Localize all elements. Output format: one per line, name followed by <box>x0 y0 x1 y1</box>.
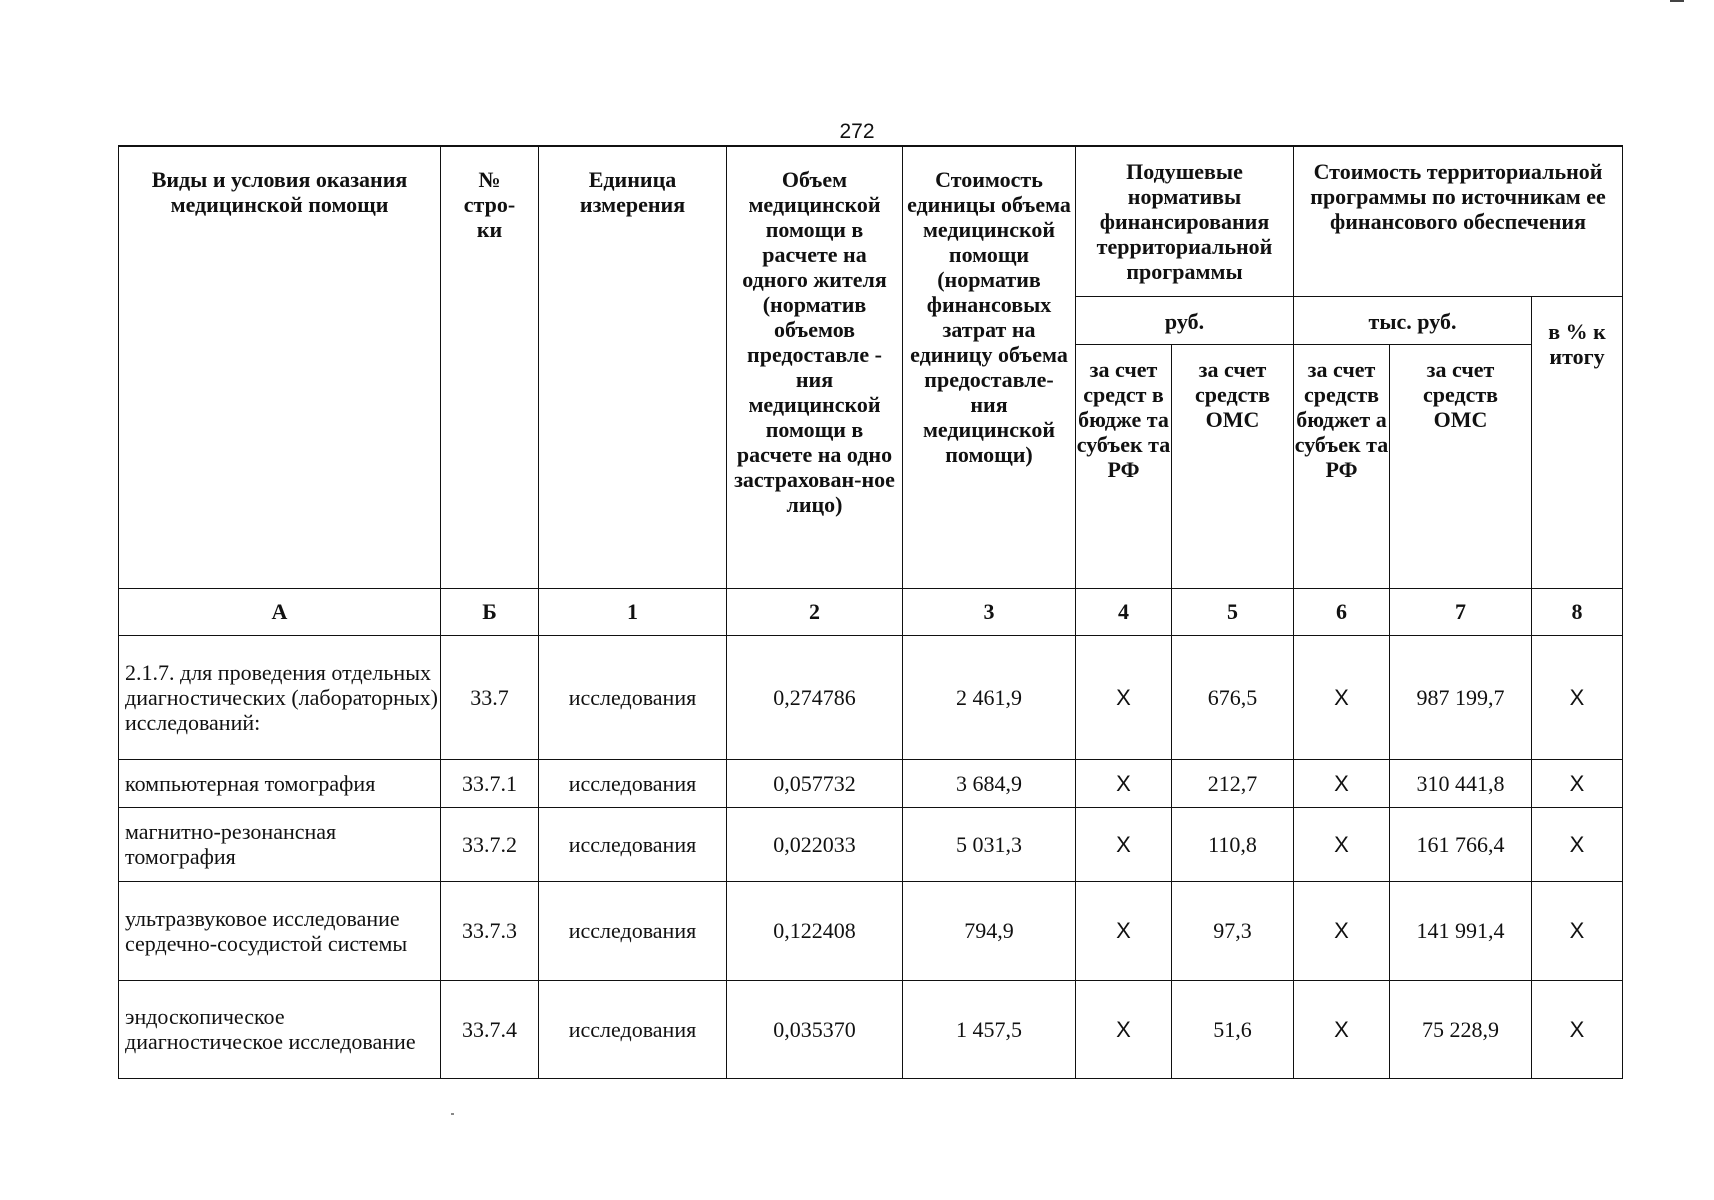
row-oms-rub: 212,7 <box>1172 759 1294 807</box>
scan-mark <box>1670 0 1684 2</box>
row-line: 33.7.4 <box>441 980 539 1078</box>
row-volume: 0,035370 <box>727 980 903 1078</box>
row-oms-rub: 97,3 <box>1172 881 1294 980</box>
row-percent: Х <box>1532 635 1623 759</box>
table-row <box>119 881 1623 980</box>
header-unit-rub: руб. <box>1076 296 1294 344</box>
row-budget-rub: Х <box>1076 881 1172 980</box>
code-4: 4 <box>1076 588 1172 635</box>
scan-dot <box>451 1113 454 1115</box>
row-percent: Х <box>1532 807 1623 881</box>
code-5: 5 <box>1172 588 1294 635</box>
row-budget-thousand: Х <box>1294 635 1390 759</box>
row-budget-thousand: Х <box>1294 807 1390 881</box>
row-name: ультразвуковое исследование сердечно-сосудистой системы <box>119 881 441 980</box>
code-7: 7 <box>1390 588 1532 635</box>
row-budget-thousand: Х <box>1294 759 1390 807</box>
row-budget-rub: Х <box>1076 807 1172 881</box>
header-col-7: за счет средств ОМС <box>1390 344 1532 588</box>
row-oms-thousand: 987 199,7 <box>1390 635 1532 759</box>
code-2: 2 <box>727 588 903 635</box>
row-budget-rub: Х <box>1076 759 1172 807</box>
row-oms-rub: 51,6 <box>1172 980 1294 1078</box>
row-budget-rub: Х <box>1076 635 1172 759</box>
row-budget-thousand: Х <box>1294 980 1390 1078</box>
row-name: магнитно-резонансная томография <box>119 807 441 881</box>
code-1: 1 <box>539 588 727 635</box>
table-row <box>119 807 1623 881</box>
code-a: А <box>119 588 441 635</box>
row-unit: исследования <box>539 881 727 980</box>
row-oms-thousand: 75 228,9 <box>1390 980 1532 1078</box>
row-budget-rub: Х <box>1076 980 1172 1078</box>
row-percent: Х <box>1532 881 1623 980</box>
row-cost: 5 031,3 <box>903 807 1076 881</box>
row-volume: 0,274786 <box>727 635 903 759</box>
row-oms-thousand: 310 441,8 <box>1390 759 1532 807</box>
row-oms-rub: 676,5 <box>1172 635 1294 759</box>
header-group-per-capita: Подушевые нормативы финансирования территориальной программы <box>1076 146 1294 296</box>
table-row <box>119 980 1623 1078</box>
row-budget-thousand: Х <box>1294 881 1390 980</box>
financing-table <box>118 145 1623 1079</box>
header-col-2: Объем медицинской помощи в расчете на одного жителя (норматив объемов предоставле - ния медицинской помощи в расчете на одно застрахован-ное лицо) <box>727 146 903 588</box>
header-col-4: за счет средст в бюдже та субъек та РФ <box>1076 344 1172 588</box>
row-oms-rub: 110,8 <box>1172 807 1294 881</box>
row-volume: 0,057732 <box>727 759 903 807</box>
code-b: Б <box>441 588 539 635</box>
row-unit: исследования <box>539 980 727 1078</box>
row-line: 33.7 <box>441 635 539 759</box>
code-6: 6 <box>1294 588 1390 635</box>
header-unit-thousand-rub: тыс. руб. <box>1294 296 1532 344</box>
page-number: 272 <box>839 120 875 143</box>
header-col-3: Стоимость единицы объема медицинской помощи (норматив финансовых затрат на единицу объема предоставле-ния медицинской помощи) <box>903 146 1076 588</box>
table-row <box>119 635 1623 759</box>
row-volume: 0,022033 <box>727 807 903 881</box>
header-col-6: за счет средств бюджет а субъек та РФ <box>1294 344 1390 588</box>
row-cost: 1 457,5 <box>903 980 1076 1078</box>
row-cost: 3 684,9 <box>903 759 1076 807</box>
row-name: 2.1.7. для проведения отдельных диагностических (лабораторных) исследований: <box>119 635 441 759</box>
row-percent: Х <box>1532 759 1623 807</box>
row-line: 33.7.1 <box>441 759 539 807</box>
row-percent: Х <box>1532 980 1623 1078</box>
header-col-5: за счет средств ОМС <box>1172 344 1294 588</box>
row-name: компьютерная томография <box>119 759 441 807</box>
row-volume: 0,122408 <box>727 881 903 980</box>
header-col-1: Единица измерения <box>539 146 727 588</box>
row-oms-thousand: 161 766,4 <box>1390 807 1532 881</box>
row-unit: исследования <box>539 759 727 807</box>
row-cost: 794,9 <box>903 881 1076 980</box>
row-line: 33.7.3 <box>441 881 539 980</box>
row-unit: исследования <box>539 635 727 759</box>
header-col-a: Виды и условия оказания медицинской помощи <box>119 146 441 588</box>
header-col-b: № стро-ки <box>441 146 539 588</box>
code-3: 3 <box>903 588 1076 635</box>
code-8: 8 <box>1532 588 1623 635</box>
header-group-program-cost: Стоимость территориальной программы по источникам ее финансового обеспечения <box>1294 146 1623 296</box>
row-line: 33.7.2 <box>441 807 539 881</box>
row-unit: исследования <box>539 807 727 881</box>
row-name: эндоскопическое диагностическое исследование <box>119 980 441 1078</box>
table-row <box>119 759 1623 807</box>
header-col-8: в % к итогу <box>1532 296 1623 588</box>
row-oms-thousand: 141 991,4 <box>1390 881 1532 980</box>
row-cost: 2 461,9 <box>903 635 1076 759</box>
